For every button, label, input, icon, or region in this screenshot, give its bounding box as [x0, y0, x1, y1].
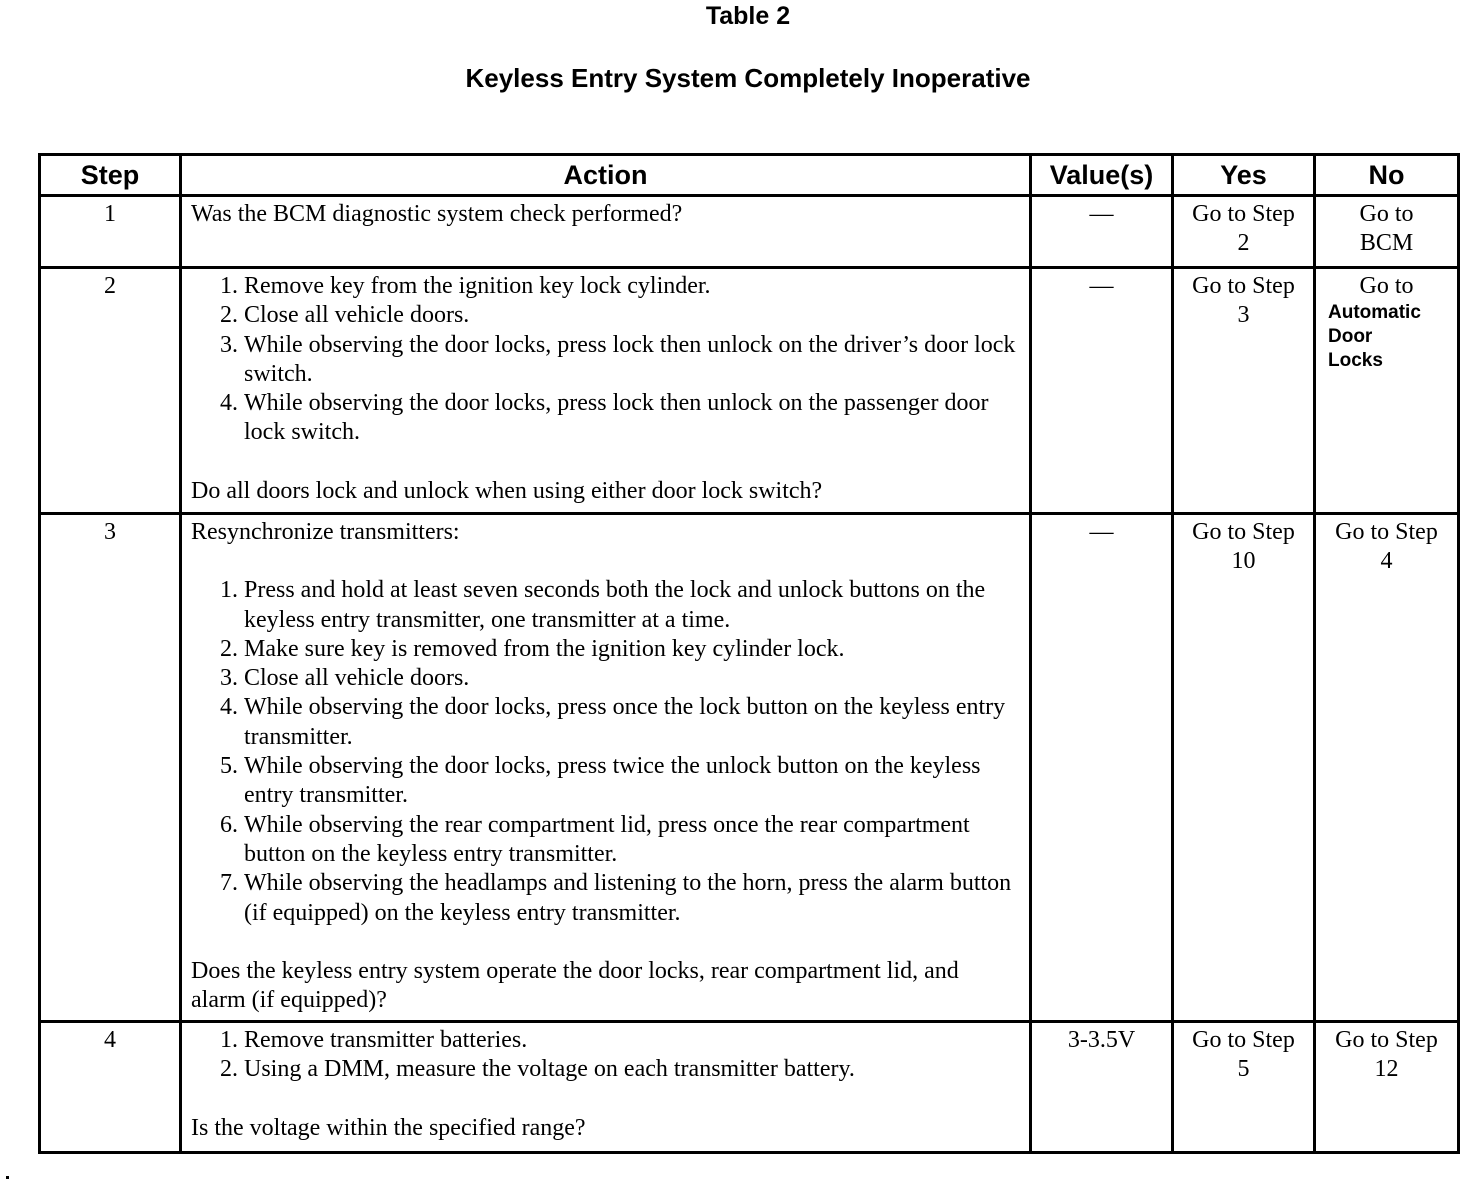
yes-cell	[1173, 1022, 1315, 1153]
action-question: Was the BCM diagnostic system check performed?	[191, 201, 683, 227]
action-step: 2. Make sure key is removed from the ignition key cylinder lock.	[244, 635, 1019, 664]
table-number: Table 2	[705, 2, 791, 30]
no-line: Go to	[1359, 273, 1414, 299]
table-row	[40, 1022, 1459, 1153]
action-cell	[181, 196, 1031, 268]
step-number: 2	[40, 268, 181, 514]
step-number: 4	[40, 1022, 181, 1153]
action-step: 2. Using a DMM, measure the voltage on each transmitter battery.	[244, 1055, 1019, 1084]
no-line: Go to Step	[1335, 1027, 1438, 1053]
action-steps	[191, 576, 1019, 928]
no-cell	[1315, 268, 1459, 514]
table-subtitle: Keyless Entry System Completely Inoperative	[465, 63, 1031, 93]
no-target	[1316, 301, 1457, 373]
action-question: Does the keyless entry system operate the door locks, rear compartment lid, and alarm (if equipped)?	[191, 957, 959, 1014]
action-step: 1. Remove key from the ignition key lock cylinder.	[244, 272, 1019, 301]
header-yes: Yes	[1173, 155, 1315, 196]
no-target-line: Door	[1328, 326, 1373, 348]
action-question: Is the voltage within the specified range?	[191, 1114, 586, 1141]
action-step: 4. While observing the door locks, press lock then unlock on the passenger door lock switch.	[244, 389, 1019, 448]
yes-cell	[1173, 514, 1315, 1022]
yes-line: Go to Step	[1192, 519, 1295, 545]
no-target: BCM	[1359, 230, 1414, 257]
no-target-line: Locks	[1328, 350, 1383, 372]
table-row	[40, 196, 1459, 268]
step-number: 1	[40, 196, 181, 268]
no-line: Go to Step	[1335, 519, 1438, 545]
no-cell	[1315, 514, 1459, 1022]
action-step: 1. Remove transmitter batteries.	[244, 1026, 1019, 1055]
no-step: 12	[1374, 1056, 1399, 1083]
action-cell	[181, 268, 1031, 514]
yes-cell	[1173, 196, 1315, 268]
header-row	[40, 155, 1459, 196]
no-step: 4	[1380, 548, 1393, 575]
table-row	[40, 268, 1459, 514]
action-step: 3. While observing the door locks, press lock then unlock on the driver’s door lock switch.	[244, 331, 1019, 390]
header-action: Action	[181, 155, 1031, 196]
action-question: Do all doors lock and unlock when using either door lock switch?	[191, 477, 823, 504]
yes-step: 3	[1237, 302, 1250, 329]
action-step: 5. While observing the door locks, press twice the unlock button on the keyless entry transmitter.	[244, 752, 1019, 811]
no-cell	[1315, 196, 1459, 268]
yes-step: 5	[1237, 1056, 1250, 1083]
yes-step: 10	[1231, 548, 1256, 575]
header-step: Step	[40, 155, 181, 196]
scan-speck	[6, 1176, 9, 1179]
diagnostic-table	[38, 153, 1460, 1154]
action-step: 7. While observing the headlamps and listening to the horn, press the alarm button (if equipped) on the keyless entry transmitter.	[244, 869, 1019, 928]
value-cell: —	[1031, 268, 1173, 514]
header-values: Value(s)	[1031, 155, 1173, 196]
no-cell	[1315, 1022, 1459, 1153]
action-step: 3. Close all vehicle doors.	[244, 664, 1019, 693]
no-target-line: Automatic	[1328, 302, 1421, 324]
yes-cell	[1173, 268, 1315, 514]
action-steps	[191, 272, 1019, 448]
action-step: 6. While observing the rear compartment lid, press once the rear compartment button on the keyless entry transmitter.	[244, 811, 1019, 870]
yes-line: Go to Step	[1192, 201, 1295, 227]
action-cell	[181, 514, 1031, 1022]
yes-step: 2	[1237, 230, 1250, 257]
table-row	[40, 514, 1459, 1022]
yes-line: Go to Step	[1192, 1027, 1295, 1053]
action-steps	[191, 1026, 1019, 1085]
action-step: 2. Close all vehicle doors.	[244, 301, 1019, 330]
yes-line: Go to Step	[1192, 273, 1295, 299]
action-step: 4. While observing the door locks, press once the lock button on the keyless entry transmitter.	[244, 693, 1019, 752]
value-cell: —	[1031, 514, 1173, 1022]
action-intro: Resynchronize transmitters:	[191, 519, 460, 545]
action-cell	[181, 1022, 1031, 1153]
value-cell: 3-3.5V	[1031, 1022, 1173, 1153]
no-line: Go to	[1359, 201, 1414, 227]
action-step: 1. Press and hold at least seven seconds both the lock and unlock buttons on the keyless entry transmitter, one transmitter at a time.	[244, 576, 1019, 635]
header-no: No	[1315, 155, 1459, 196]
value-cell: —	[1031, 196, 1173, 268]
step-number: 3	[40, 514, 181, 1022]
